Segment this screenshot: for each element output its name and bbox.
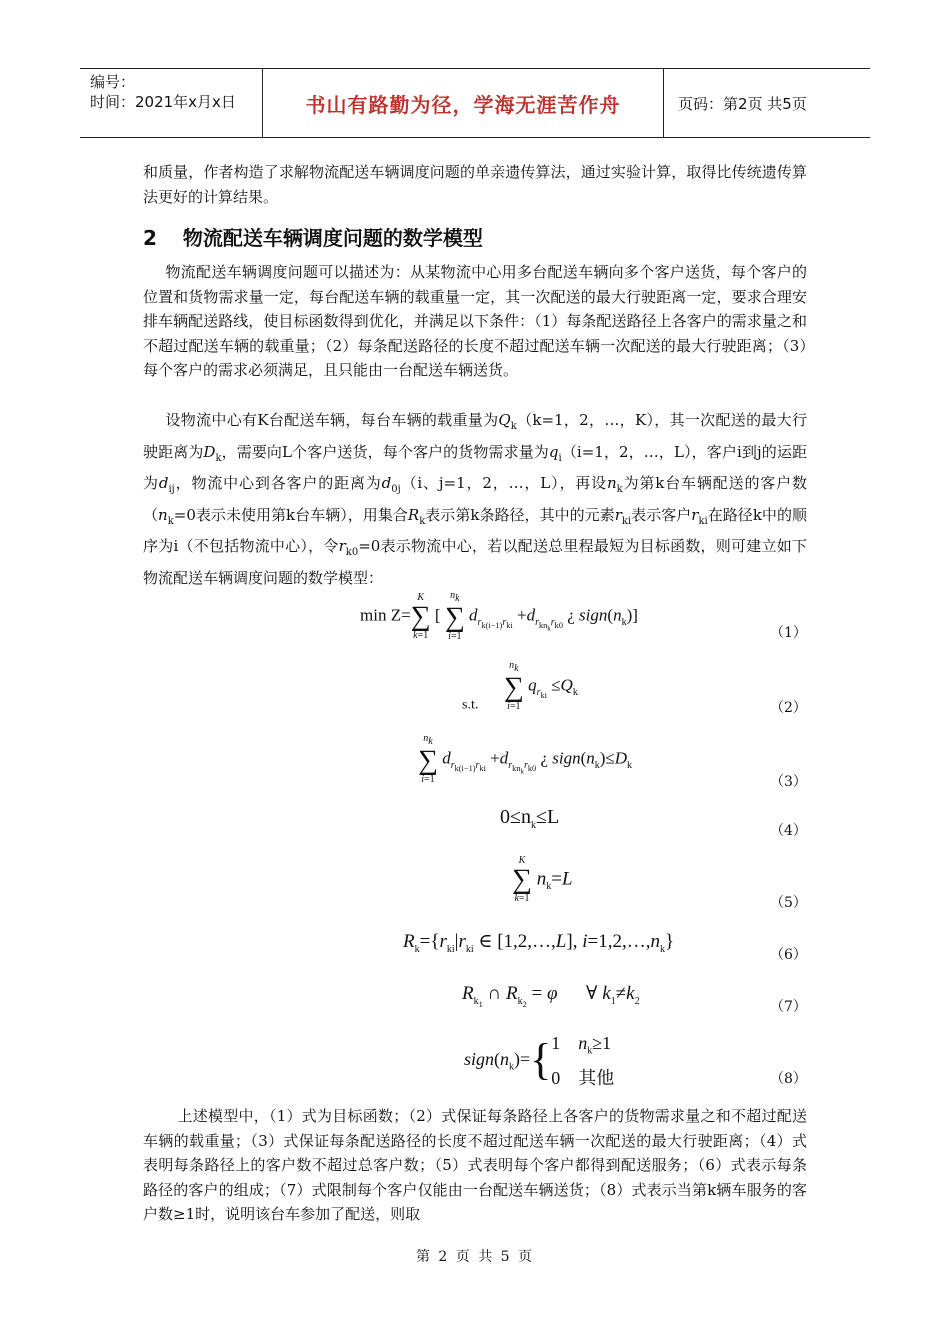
paragraph-description: 物流配送车辆调度问题可以描述为：从某物流中心用多台配送车辆向多个客户送货，每个客户的位置和货物需求量一定，每台配送车辆的载重量一定，其一次配送的最大行驶距离一定，要求合理安排车辆配送路线，使目标函数得到优化，并满足以下条件：（1）每条配送路径上各客户的需求量之和不超过配送车辆的载重量；（2）每条配送路径的长度不超过配送车辆一次配送的最大行驶距离；（3）每个客户的需求必须满足，且只能由一台配送车辆送货。	[143, 263, 807, 379]
eq1-number: （1）	[770, 625, 807, 641]
eq8-case1-value: 1	[551, 1033, 561, 1053]
equation-2: $_{s.t.}$ nk ∑ i=1 $q_{r_{ki}} \le Q_k$	[462, 660, 578, 713]
text-run: （i、j=1，2，…，L），再设	[400, 474, 607, 492]
eq4-number: （4）	[770, 823, 807, 839]
eq4-tail: ≤L	[535, 806, 560, 828]
page-info: 页码：第2页 共5页	[678, 94, 807, 113]
eq8-case1-cond: n	[578, 1033, 588, 1053]
text-run: （i=1，2，…，L），客户i到j的运距为	[143, 442, 807, 492]
var-Q: Q	[498, 411, 511, 429]
text-run: =0表示物流中心，若以配送总里程最短为目标函数，则可建立如下物流配送车辆调度问题的数学模型：	[143, 537, 807, 587]
eq7-number: （7）	[770, 999, 807, 1015]
text-run: ，物流中心到各客户的距离为	[174, 474, 382, 492]
eq4-text: 0≤n	[500, 806, 531, 828]
header-motto-cell	[263, 69, 664, 137]
intro-paragraph: 和质量，作者构造了求解物流配送车辆调度问题的单亲遗传算法，通过实验计算，取得比传统遗传算法更好的计算结果。	[143, 163, 807, 206]
text-run: 为第k台车辆配送的客户数（	[143, 474, 807, 524]
text-run: =0表示未使用第k台车辆），用集合	[173, 505, 408, 524]
eq6-number: （6）	[770, 947, 807, 963]
equation-4: $0\le n_k\le L$	[500, 806, 560, 831]
section-number: 2	[143, 226, 157, 250]
section-heading	[143, 222, 483, 251]
text-run: ，需要向L个客户送货，每个客户的货物需求量为	[221, 442, 549, 461]
eq8-case1-tail: ≥1	[592, 1033, 612, 1053]
text-run: 表示客户	[631, 505, 692, 524]
date-label: 时间：2021年x月x日	[90, 93, 236, 111]
page-footer: 第 2 页 共 5 页	[415, 1249, 535, 1265]
eq1-lead: min Z=	[360, 605, 411, 625]
paragraph-explanation: 上述模型中，（1）式为目标函数；（2）式保证每条路径上各客户的货物需求量之和不超过配送车辆的载重量；（3）式保证每条配送路径的长度不超过配送车辆一次配送的最大行驶距离；（4）式表明每条路径上的客户数不超过总客户数；（5）式表明每个客户都得到配送服务；（6）式表示每条路径的客户的组成；（7）式限制每个客户仅能由一台配送车辆送货；（8）式表示当第k辆车服务的客户数≥1时，说明该台车参加了配送，则取	[143, 1107, 807, 1223]
equation-3: nk ∑ i=1 $d_{r_{k(i-1)}r_{ki}} +d_{r_{kn_k}r_{k0}}$ ¿ $sign(n_k)\le D_k$	[418, 733, 633, 785]
equation-5: K ∑ k=1 $n_k=L$	[512, 855, 573, 904]
header-meta-cell	[80, 69, 263, 137]
page-header	[80, 68, 870, 138]
eq5-number: （5）	[770, 895, 807, 911]
serial-label: 编号：	[90, 73, 136, 91]
equation-8: $sign(n_k)=${ 1 $n_k\ge 1$ 0 其他	[464, 1033, 615, 1088]
text-run: 设物流中心有K台配送车辆，每台车辆的载重量为	[165, 411, 499, 429]
text-run: 表示第k条路径，其中的元素	[425, 505, 615, 524]
header-page-cell	[664, 69, 870, 137]
text-run: 在路径k中的顺序为i（不包括物流中心），令	[143, 505, 807, 555]
motto: 书山有路勤为径，学海无涯苦作舟	[305, 92, 621, 117]
paragraph-definitions: 设物流中心有K台配送车辆，每台车辆的载重量为$Q_k(k=1$，2，…，K），其一次配送的最大行驶距离为$D_k$，需要向L个客户送货，每个客户的货物需求量为$q_i(i=1$，2，…，L），客户i到j的运距为$d_{ij}$，物流中心到各客户的距离为$d_{0j}(i$、j=1，2，…，L），再设$n_k$为第k台车辆配送的客户数（$n_k=0$表示未使用第k台车辆），用集合$R_k$表示第k条路径，其中的元素$r_{ki}$表示客户$r_{ki}$在路径k中的顺序为i（不包括物流中心），令$r_{k0}=0$表示物流中心，若以配送总里程最短为目标函数，则可建立如下物流配送车辆调度问题的数学模型：	[143, 411, 807, 587]
eq2-number: （2）	[770, 700, 807, 716]
equation-6: $R_k=\{r_{ki}|r_{ki}$ ∈ [1,2,…,L], $i=1,2,\dots,n_k$}	[403, 931, 675, 955]
eq8-case2-cond: 其他	[578, 1067, 615, 1088]
eq8-number: （8）	[770, 1071, 807, 1087]
equation-7: $R_{k_1}$ ∩ $R_{k_2} = \varphi$ ∀ $k_1\ne k_2$	[462, 983, 640, 1009]
text-run: （k=1，2，…，K），其一次配送的最大行驶距离为	[143, 411, 807, 461]
equation-1: min Z= K ∑ k=1 [ nk ∑ i=1 $d_{r_{k(i-1)}r_{ki}} +d_{r_{kn_k}r_{k0}}$ ¿ $sign(n_k)$]	[360, 590, 638, 642]
section-title: 物流配送车辆调度问题的数学模型	[182, 226, 483, 250]
eq3-number: （3）	[770, 774, 807, 790]
eq2-lead: s.t.	[462, 697, 479, 713]
eq8-case2-value: 0	[551, 1067, 561, 1088]
